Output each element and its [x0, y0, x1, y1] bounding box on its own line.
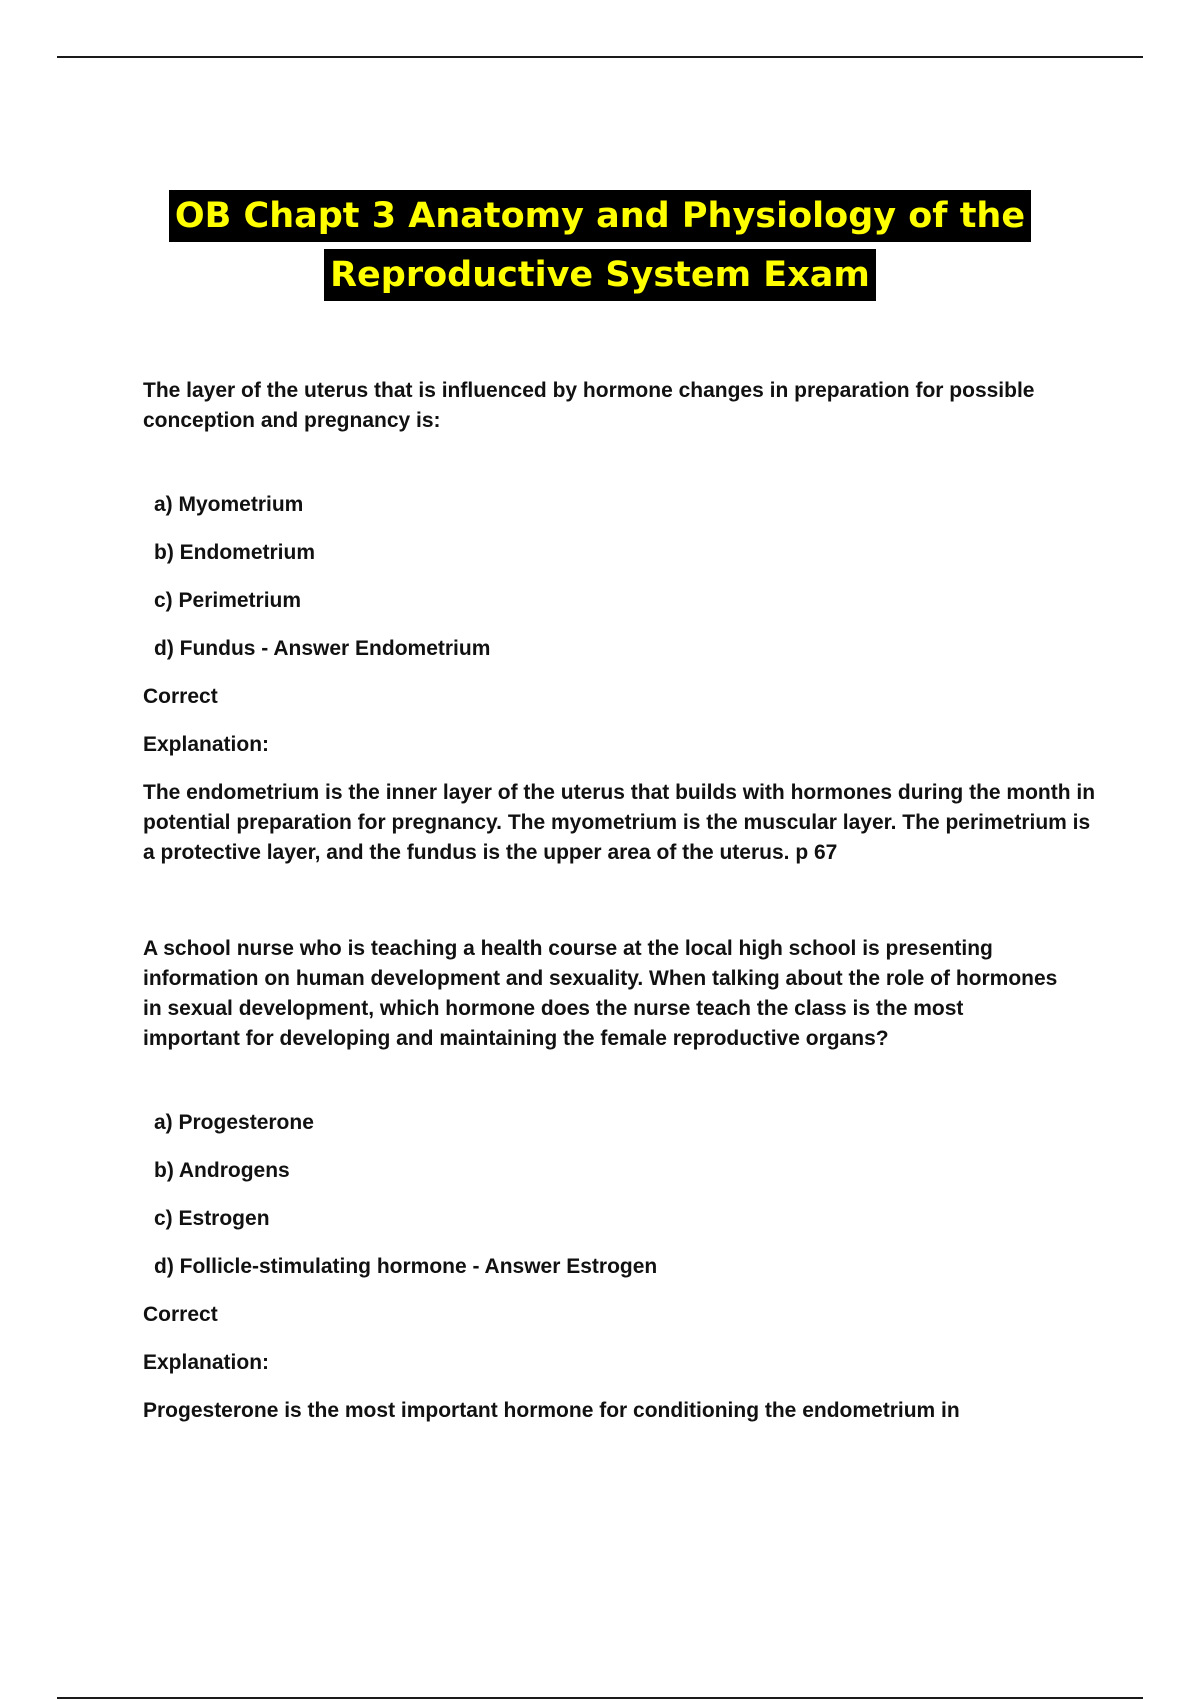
answer-options	[154, 1108, 1103, 1282]
question-block-2	[143, 934, 1103, 1426]
top-rule	[57, 56, 1143, 58]
result-text: Correct	[143, 1303, 218, 1326]
title-line-1: OB Chapt 3 Anatomy and Physiology of the	[169, 190, 1031, 242]
option-d: d) Follicle-stimulating hormone - Answer Estrogen	[154, 1255, 658, 1278]
question-text: The layer of the uterus that is influenced by hormone changes in preparation for possible conception and pregnancy is:	[143, 379, 1035, 432]
explanation-text: Progesterone is the most important hormone for conditioning the endometrium in	[143, 1399, 960, 1422]
option-b: b) Androgens	[154, 1159, 290, 1182]
result-text: Correct	[143, 685, 218, 708]
question-text: A school nurse who is teaching a health course at the local high school is presenting information on human development and sexuality. When talking about the role of hormones in sexual development, which hormone does the nurse teach the class is the most important for developing and maintaining the female reproductive organs?	[143, 937, 1058, 1050]
answer-options	[154, 490, 1103, 664]
explanation-label: Explanation:	[143, 1351, 270, 1374]
bottom-rule	[57, 1697, 1143, 1699]
document-body	[143, 376, 1103, 1426]
option-c: c) Perimetrium	[154, 589, 302, 612]
option-d: d) Fundus - Answer Endometrium	[154, 637, 491, 660]
explanation-text: The endometrium is the inner layer of the uterus that builds with hormones during the month in potential preparation for pregnancy. The myometrium is the muscular layer. The perimetrium is a protective layer, and the fundus is the upper area of the uterus. p 67	[143, 781, 1096, 864]
option-a: a) Myometrium	[154, 493, 304, 516]
explanation-label: Explanation:	[143, 733, 270, 756]
document-title	[0, 190, 1200, 301]
title-line-2: Reproductive System Exam	[324, 249, 876, 301]
question-block-1	[143, 376, 1103, 868]
option-a: a) Progesterone	[154, 1111, 314, 1134]
option-c: c) Estrogen	[154, 1207, 270, 1230]
option-b: b) Endometrium	[154, 541, 315, 564]
